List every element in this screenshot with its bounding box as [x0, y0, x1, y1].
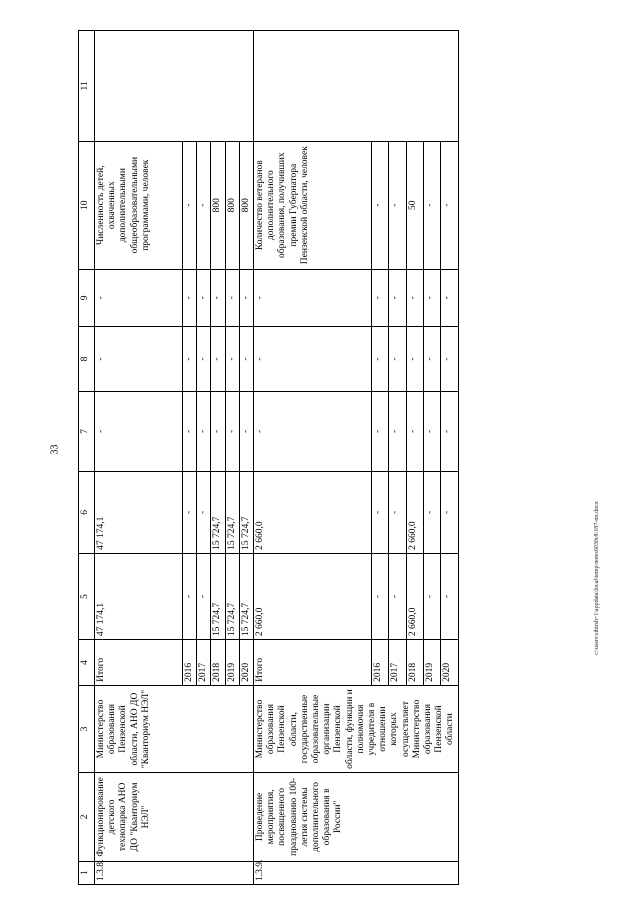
col8: -	[183, 327, 197, 392]
col7: -	[183, 392, 197, 472]
col5: 15 724,7	[225, 553, 239, 639]
activity-name: Функционирование детского технопарка АНО ДО "Кванториум НЭЛ"	[95, 773, 254, 861]
total-col7: -	[95, 392, 183, 472]
period-total: Итого	[95, 640, 183, 686]
col10: -	[389, 141, 406, 269]
year: 2016	[372, 640, 389, 686]
total-col8: -	[254, 327, 372, 392]
header-cell-3: 3	[79, 685, 95, 772]
col7: -	[239, 392, 253, 472]
col5: -	[441, 553, 458, 639]
header-cell-10: 10	[79, 141, 95, 269]
col8: -	[406, 327, 423, 392]
col8: -	[239, 327, 253, 392]
total-col9: -	[95, 269, 183, 327]
col11-cell	[95, 31, 254, 142]
col9: -	[372, 269, 389, 327]
col11-cell	[254, 31, 459, 142]
col6: -	[197, 471, 211, 553]
col7: -	[211, 392, 225, 472]
activity-name: Проведение мероприятия, посвященного празднованию 100-летия системы дополнительного образования в России"	[254, 773, 459, 861]
col5: 15 724,7	[239, 553, 253, 639]
col9: -	[211, 269, 225, 327]
indicator: Количество ветеранов дополнительного образования, получивших премии Губернатора Пензенской области, человек	[254, 141, 372, 269]
col9: -	[239, 269, 253, 327]
col10: -	[372, 141, 389, 269]
col5: -	[372, 553, 389, 639]
year: 2018	[406, 640, 423, 686]
header-cell-1: 1	[79, 861, 95, 884]
row-number: 1.3.9.	[254, 861, 459, 884]
col6: 2 660,0	[406, 471, 423, 553]
table-row	[95, 31, 183, 885]
year: 2017	[197, 640, 211, 686]
col6: 15 724,7	[225, 471, 239, 553]
col10: 50	[406, 141, 423, 269]
row-number: 1.3.8.	[95, 861, 254, 884]
col8: -	[424, 327, 441, 392]
year: 2017	[389, 640, 406, 686]
col10: 800	[225, 141, 239, 269]
program-table	[78, 30, 459, 885]
header-cell-11: 11	[79, 31, 95, 142]
indicator: Численность детей, охваченных дополнительными общеобразовательными программами, человек	[95, 141, 183, 269]
year: 2019	[424, 640, 441, 686]
col8: -	[197, 327, 211, 392]
col5: -	[197, 553, 211, 639]
col5: -	[424, 553, 441, 639]
col8: -	[225, 327, 239, 392]
total-col7: -	[254, 392, 372, 472]
col9: -	[183, 269, 197, 327]
header-cell-9: 9	[79, 269, 95, 327]
col7: -	[372, 392, 389, 472]
col5: 15 724,7	[211, 553, 225, 639]
table-frame	[78, 30, 578, 885]
header-cell-4: 4	[79, 640, 95, 686]
col6: -	[183, 471, 197, 553]
header-row	[79, 31, 95, 885]
header-cell-5: 5	[79, 553, 95, 639]
year: 2020	[239, 640, 253, 686]
total-col6: 47 174,1	[95, 471, 183, 553]
header-cell-7: 7	[79, 392, 95, 472]
col8: -	[389, 327, 406, 392]
col6: 15 724,7	[211, 471, 225, 553]
col10: -	[441, 141, 458, 269]
col7: -	[424, 392, 441, 472]
col10: 800	[239, 141, 253, 269]
header-cell-2: 2	[79, 773, 95, 861]
col9: -	[406, 269, 423, 327]
total-col5: 47 174,1	[95, 553, 183, 639]
col9: -	[197, 269, 211, 327]
col5: -	[183, 553, 197, 639]
col9: -	[225, 269, 239, 327]
header-cell-6: 6	[79, 471, 95, 553]
col6: -	[424, 471, 441, 553]
header-cell-8: 8	[79, 327, 95, 392]
col10: -	[183, 141, 197, 269]
col5: -	[389, 553, 406, 639]
total-col5: 2 660,0	[254, 553, 372, 639]
total-col8: -	[95, 327, 183, 392]
col9: -	[424, 269, 441, 327]
col10: 800	[211, 141, 225, 269]
col6: -	[372, 471, 389, 553]
col5: 2 660,0	[406, 553, 423, 639]
col6: -	[389, 471, 406, 553]
executor: Министерство образования Пензенской области, государственные образовательные организации Пензенской области, функции и полномочия учредителя в отношении которых осуществляет Министерство образования Пензенской области	[254, 685, 459, 772]
col7: -	[406, 392, 423, 472]
page-number: 33	[49, 444, 61, 455]
year: 2020	[441, 640, 458, 686]
col10: -	[424, 141, 441, 269]
col9: -	[389, 269, 406, 327]
col7: -	[441, 392, 458, 472]
col7: -	[225, 392, 239, 472]
executor: Министерство образования Пензенской области, АНО ДО "Кванториум НЭЛ"	[95, 685, 254, 772]
col10: -	[197, 141, 211, 269]
col6: -	[441, 471, 458, 553]
year: 2016	[183, 640, 197, 686]
col7: -	[197, 392, 211, 472]
col8: -	[211, 327, 225, 392]
col6: 15 724,7	[239, 471, 253, 553]
total-col9: -	[254, 269, 372, 327]
col8: -	[441, 327, 458, 392]
col8: -	[372, 327, 389, 392]
year: 2019	[225, 640, 239, 686]
total-col6: 2 660,0	[254, 471, 372, 553]
col7: -	[389, 392, 406, 472]
col9: -	[441, 269, 458, 327]
file-path: c:\users\sibirsh~1\appdata\local\temp\notes6030c8\187-пп.docx	[594, 501, 600, 655]
year: 2018	[211, 640, 225, 686]
table-row	[254, 31, 372, 885]
period-total: Итого	[254, 640, 372, 686]
